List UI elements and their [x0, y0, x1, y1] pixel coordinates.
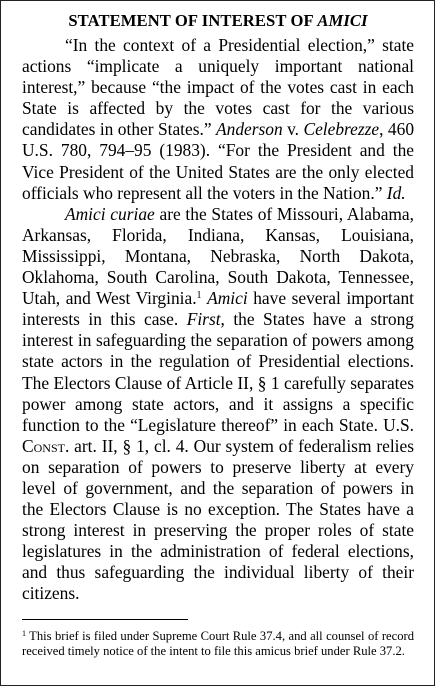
case-name-celebrezze: Celebrezze [303, 119, 380, 140]
case-v: v. [282, 119, 304, 140]
heading-emphasis: AMICI [317, 11, 368, 30]
id-citation: Id. [386, 182, 406, 203]
para1-text-a: “In the context of a Presidential election,” state actions “implicate a uniquely important national interest,” because “the impact of the votes cast in each State is affected by the votes cast for the various candidates in other States.” [22, 35, 414, 140]
first-term: First [186, 309, 221, 330]
para2-text-d: . art. II, § 1, cl. 4. Our system of federalism relies on separation of powers to preserve liberty at every level of government, and the separation of powers in the Electors Clause is no exception. The States have a strong interest in preserving the proper roles of state legislatures in the administration of federal elections, and thus safeguarding the individual liberty of their citizens. [22, 435, 414, 604]
const-smallcaps: onst [33, 435, 65, 456]
para2-text-a: are the States of Missouri, Alabama, Arkansas, Florida, Indiana, Kansas, Louisiana, Mississippi, Montana, Nebraska, North Dakota, Oklahoma, South Carolina, South Dakota, Tennessee, Utah, and West Virginia. [22, 203, 415, 309]
footnote-text: This brief is filed under Supreme Court Rule 37.4, and all counsel of record received timely notice of the intent to file this amicus brief under Rule 37.2. [22, 628, 414, 659]
para2-text-b: have several important interests in this case. [22, 288, 414, 330]
amici-term: Amici [207, 288, 248, 309]
footnote [22, 629, 414, 660]
paragraph-anderson [22, 35, 414, 204]
footnote-reference[interactable]: 1 [196, 290, 202, 302]
case-name-anderson: Anderson [216, 119, 283, 140]
footnote-divider [22, 619, 188, 620]
paragraph-amici [22, 204, 414, 605]
amici-curiae-term: Amici curiae [65, 203, 155, 224]
heading-text: STATEMENT OF INTEREST OF [68, 11, 318, 30]
section-heading [22, 10, 414, 32]
footnote-mark: 1 [22, 628, 26, 638]
para1-text-b: , 460 U.S. 780, 794–95 (1983). “For the President and the Vice President of the United States are the only elected officials who represent all the voters in the Nation.” [22, 119, 415, 203]
para2-text-c: , the States have a strong interest in safeguarding the separation of powers among state actors in the regulation of Presidential elections. The Electors Clause of Article II, § 1 carefully separates power among state actors, and it assigns a specific function to the “Legislature thereof” in each State. U.S. C [22, 309, 414, 456]
